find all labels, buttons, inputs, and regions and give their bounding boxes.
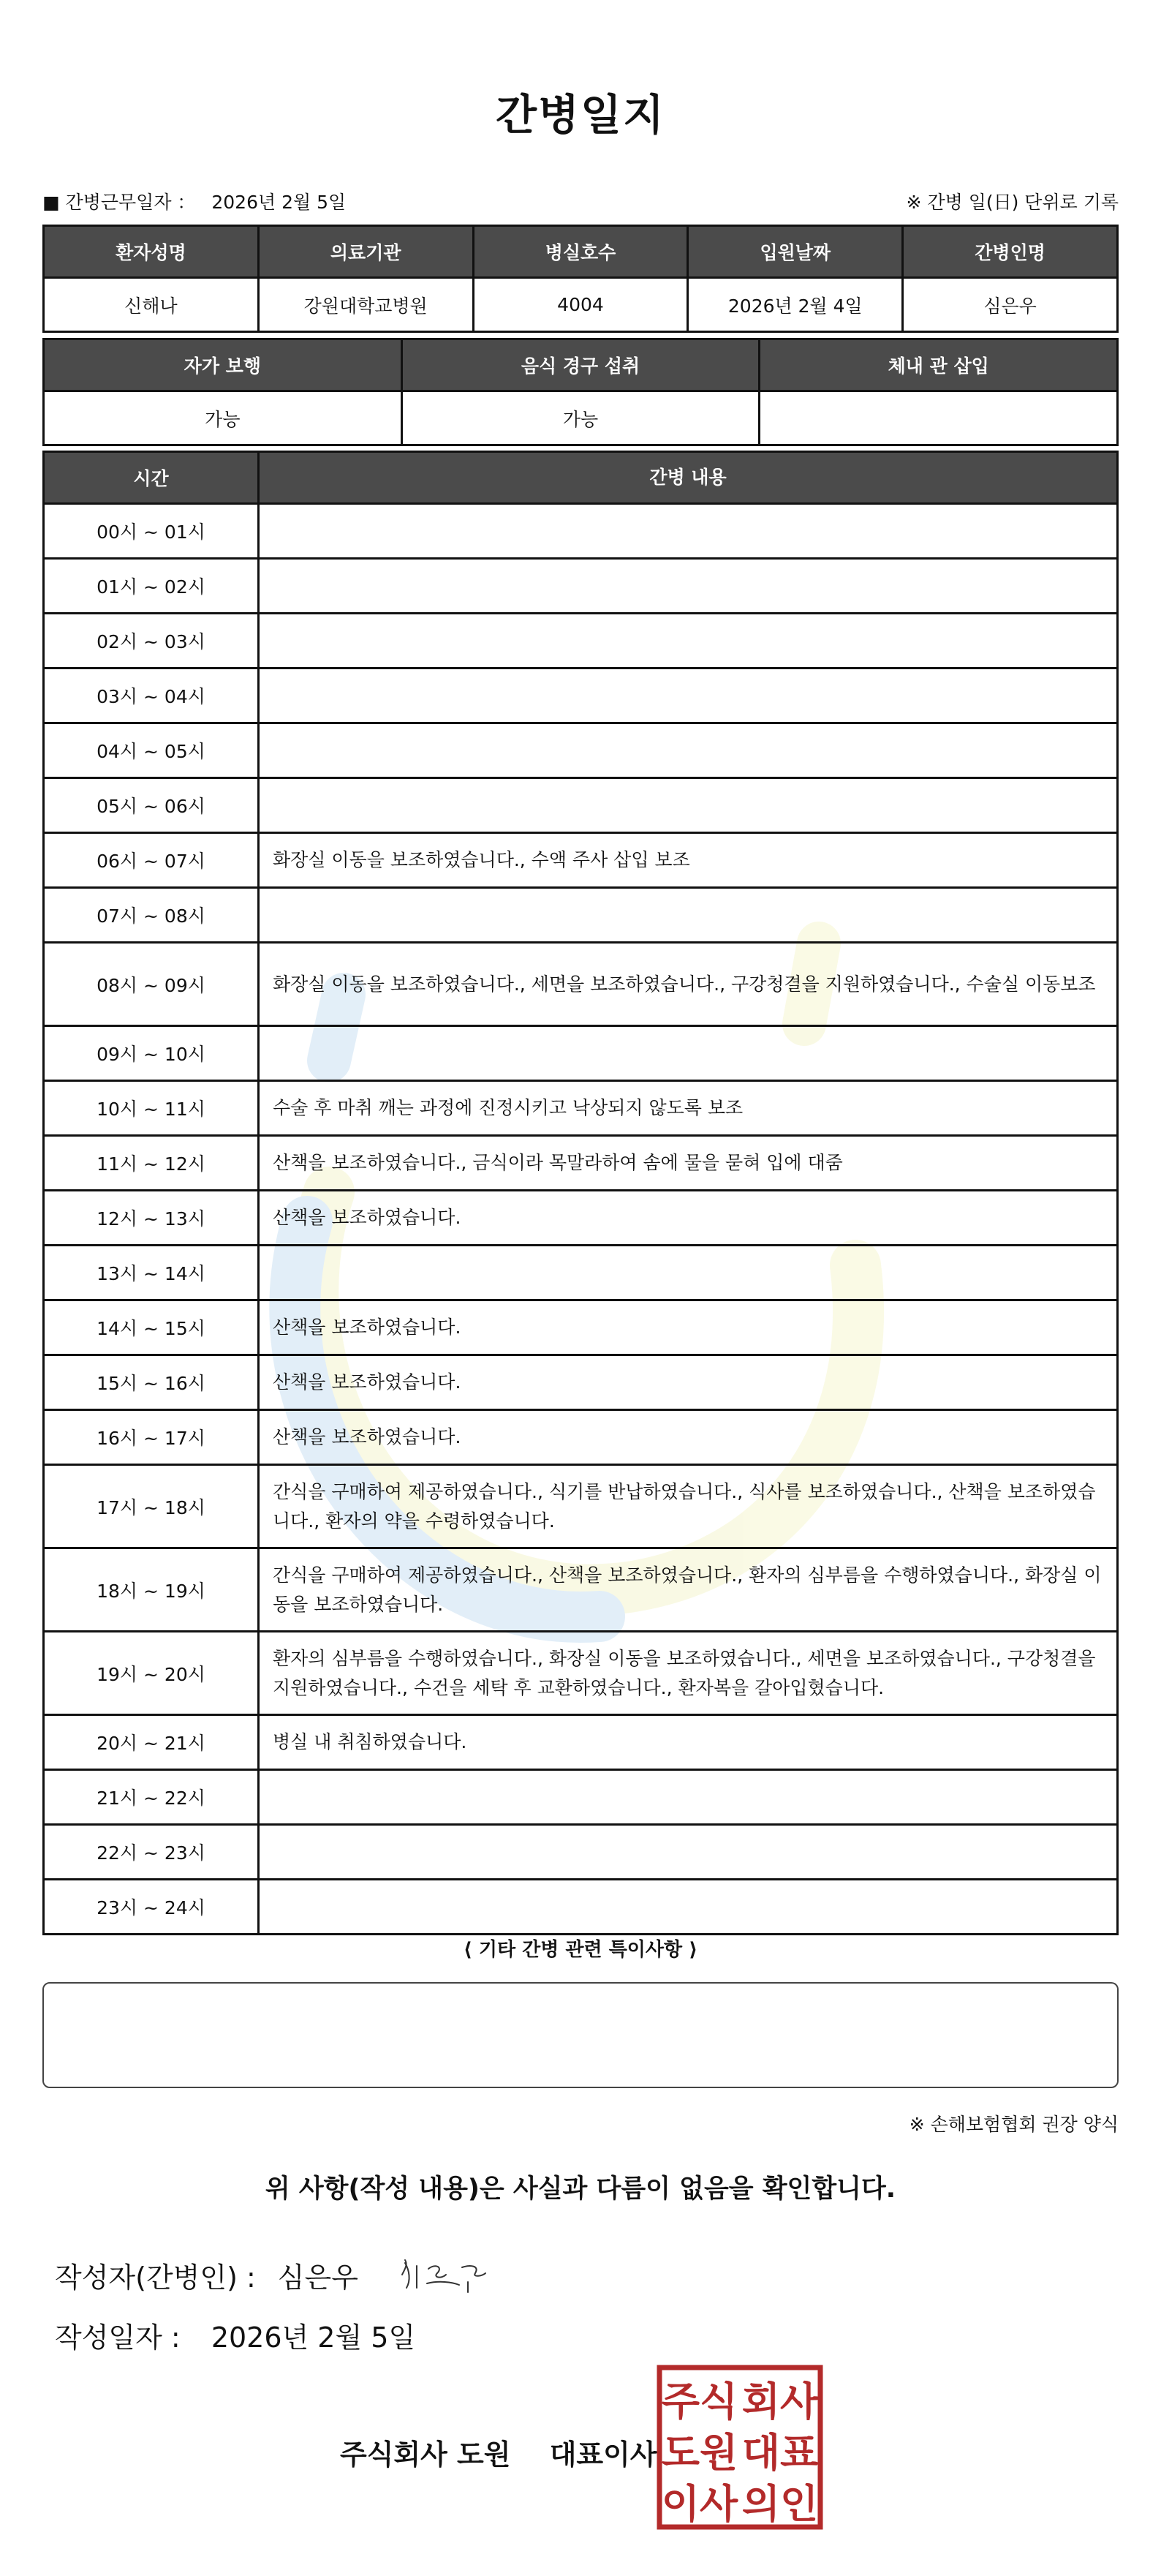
log-row <box>42 1356 1119 1411</box>
writer-label: 작성자(간병인) : <box>55 2261 256 2294</box>
log-content <box>260 614 1119 669</box>
log-time: 18시 ~ 19시 <box>45 1549 260 1632</box>
status-tube <box>760 392 1119 446</box>
log-content <box>260 724 1119 779</box>
log-row <box>42 724 1119 779</box>
info-caregiver: 심은우 <box>904 279 1119 333</box>
work-date-value: 2026년 2월 5일 <box>211 192 347 213</box>
log-row <box>42 1191 1119 1246</box>
log-time: 19시 ~ 20시 <box>45 1632 260 1716</box>
status-oral-intake: 가능 <box>403 392 761 446</box>
status-header-walking: 자가 보행 <box>45 338 403 392</box>
log-row <box>42 1301 1119 1356</box>
svg-text:회사: 회사 <box>741 2379 819 2425</box>
log-time: 06시 ~ 07시 <box>45 834 260 889</box>
log-content: 산책을 보조하였습니다. <box>260 1411 1119 1466</box>
log-time: 08시 ~ 09시 <box>45 944 260 1027</box>
svg-text:주식: 주식 <box>661 2379 738 2425</box>
recommend-note: ※ 손해보험협회 권장 양식 <box>909 2114 1119 2135</box>
log-time: 23시 ~ 24시 <box>45 1880 260 1935</box>
log-time: 12시 ~ 13시 <box>45 1191 260 1246</box>
log-time: 09시 ~ 10시 <box>45 1027 260 1082</box>
svg-text:의인: 의인 <box>741 2481 819 2527</box>
log-row <box>42 1880 1119 1935</box>
log-header-time: 시간 <box>45 451 260 505</box>
log-time: 15시 ~ 16시 <box>45 1356 260 1411</box>
work-date-line <box>42 187 1119 216</box>
log-content: 산책을 보조하였습니다. <box>260 1356 1119 1411</box>
log-content: 간식을 구매하여 제공하였습니다., 식기를 반납하였습니다., 식사를 보조하였습니다., 산책을 보조하였습니다., 환자의 약을 수령하였습니다. <box>260 1466 1119 1549</box>
svg-text:대표: 대표 <box>741 2430 819 2476</box>
writer-line <box>55 2253 504 2297</box>
log-row <box>42 1632 1119 1716</box>
info-header-patient-name: 환자성명 <box>45 225 260 279</box>
log-content <box>260 1771 1119 1826</box>
log-time: 13시 ~ 14시 <box>45 1246 260 1301</box>
info-header-admission-date: 입원날짜 <box>689 225 904 279</box>
log-content <box>260 1880 1119 1935</box>
info-hospital: 강원대학교병원 <box>260 279 474 333</box>
log-header-content: 간병 내용 <box>260 451 1119 505</box>
log-row <box>42 889 1119 944</box>
company-title: 대표이사 <box>549 2438 657 2471</box>
log-time: 04시 ~ 05시 <box>45 724 260 779</box>
log-row <box>42 944 1119 1027</box>
svg-text:도원: 도원 <box>661 2430 738 2476</box>
writer-name: 심은우 <box>277 2261 358 2294</box>
status-header-tube: 체내 관 삽입 <box>760 338 1119 392</box>
log-row <box>42 1411 1119 1466</box>
log-row <box>42 1716 1119 1771</box>
patient-info-table <box>42 225 1119 333</box>
company-line <box>340 2432 657 2472</box>
status-header-oral-intake: 음식 경구 섭취 <box>403 338 761 392</box>
write-date-line <box>55 2315 415 2355</box>
log-content <box>260 889 1119 944</box>
log-content: 산책을 보조하였습니다. <box>260 1301 1119 1356</box>
confirmation-statement: 위 사항(작성 내용)은 사실과 다름이 없음을 확인합니다. <box>265 2174 896 2204</box>
log-row <box>42 669 1119 724</box>
log-content: 산책을 보조하였습니다., 금식이라 목말라하여 솜에 물을 묻혀 입에 대줌 <box>260 1137 1119 1191</box>
log-row <box>42 1549 1119 1632</box>
log-row <box>42 1027 1119 1082</box>
log-time: 21시 ~ 22시 <box>45 1771 260 1826</box>
log-time: 01시 ~ 02시 <box>45 560 260 614</box>
svg-text:이사: 이사 <box>661 2481 738 2527</box>
log-row <box>42 1246 1119 1301</box>
log-content <box>260 505 1119 560</box>
log-row <box>42 1466 1119 1549</box>
log-content <box>260 1246 1119 1301</box>
log-content: 산책을 보조하였습니다. <box>260 1191 1119 1246</box>
status-walking: 가능 <box>45 392 403 446</box>
log-time: 05시 ~ 06시 <box>45 779 260 834</box>
log-content: 화장실 이동을 보조하였습니다., 수액 주사 삽입 보조 <box>260 834 1119 889</box>
log-row <box>42 505 1119 560</box>
log-time: 02시 ~ 03시 <box>45 614 260 669</box>
info-patient-name: 신해나 <box>45 279 260 333</box>
log-content: 수술 후 마취 깨는 과정에 진정시키고 낙상되지 않도록 보조 <box>260 1082 1119 1137</box>
info-admission-date: 2026년 2월 4일 <box>689 279 904 333</box>
log-row <box>42 560 1119 614</box>
log-time: 10시 ~ 11시 <box>45 1082 260 1137</box>
info-header-caregiver: 간병인명 <box>904 225 1119 279</box>
log-time: 16시 ~ 17시 <box>45 1411 260 1466</box>
log-content <box>260 669 1119 724</box>
log-row <box>42 1082 1119 1137</box>
log-time: 14시 ~ 15시 <box>45 1301 260 1356</box>
work-date-label: ■ 간병근무일자 ： <box>42 192 196 213</box>
log-content: 병실 내 취침하였습니다. <box>260 1716 1119 1771</box>
write-date-label: 작성일자 : <box>55 2321 181 2354</box>
log-row <box>42 1826 1119 1880</box>
signature <box>395 2253 504 2297</box>
log-content <box>260 560 1119 614</box>
patient-status-table <box>42 338 1119 446</box>
company-name: 주식회사 도원 <box>340 2438 511 2471</box>
write-date-value: 2026년 2월 5일 <box>211 2321 416 2354</box>
info-header-hospital: 의료기관 <box>260 225 474 279</box>
log-row <box>42 1137 1119 1191</box>
log-time: 11시 ~ 12시 <box>45 1137 260 1191</box>
info-header-room: 병실호수 <box>474 225 689 279</box>
notes-title: ⟨ 기타 간병 관련 특이사항 ⟩ <box>463 1939 698 1961</box>
log-time: 00시 ~ 01시 <box>45 505 260 560</box>
care-log-table <box>42 451 1119 1935</box>
log-content <box>260 779 1119 834</box>
page-title: 간병일지 <box>495 90 666 140</box>
log-content: 간식을 구매하여 제공하였습니다., 산책을 보조하였습니다., 환자의 심부름을 수행하였습니다., 화장실 이동을 보조하였습니다. <box>260 1549 1119 1632</box>
log-content: 환자의 심부름을 수행하였습니다., 화장실 이동을 보조하였습니다., 세면을 보조하였습니다., 구강청결을 지원하였습니다., 수건을 세탁 후 교환하였습니다., 환자복을 갈아입혔습니다. <box>260 1632 1119 1716</box>
log-time: 17시 ~ 18시 <box>45 1466 260 1549</box>
notes-box <box>42 1982 1119 2088</box>
log-row <box>42 834 1119 889</box>
log-content <box>260 1027 1119 1082</box>
info-room: 4004 <box>474 279 689 333</box>
log-time: 20시 ~ 21시 <box>45 1716 260 1771</box>
unit-note: ※ 간병 일(日) 단위로 기록 <box>906 192 1119 213</box>
log-row <box>42 614 1119 669</box>
log-row <box>42 1771 1119 1826</box>
log-content: 화장실 이동을 보조하였습니다., 세면을 보조하였습니다., 구강청결을 지원하였습니다., 수술실 이동보조 <box>260 944 1119 1027</box>
log-row <box>42 779 1119 834</box>
log-content <box>260 1826 1119 1880</box>
log-time: 22시 ~ 23시 <box>45 1826 260 1880</box>
company-seal <box>656 2364 824 2531</box>
log-time: 03시 ~ 04시 <box>45 669 260 724</box>
log-time: 07시 ~ 08시 <box>45 889 260 944</box>
